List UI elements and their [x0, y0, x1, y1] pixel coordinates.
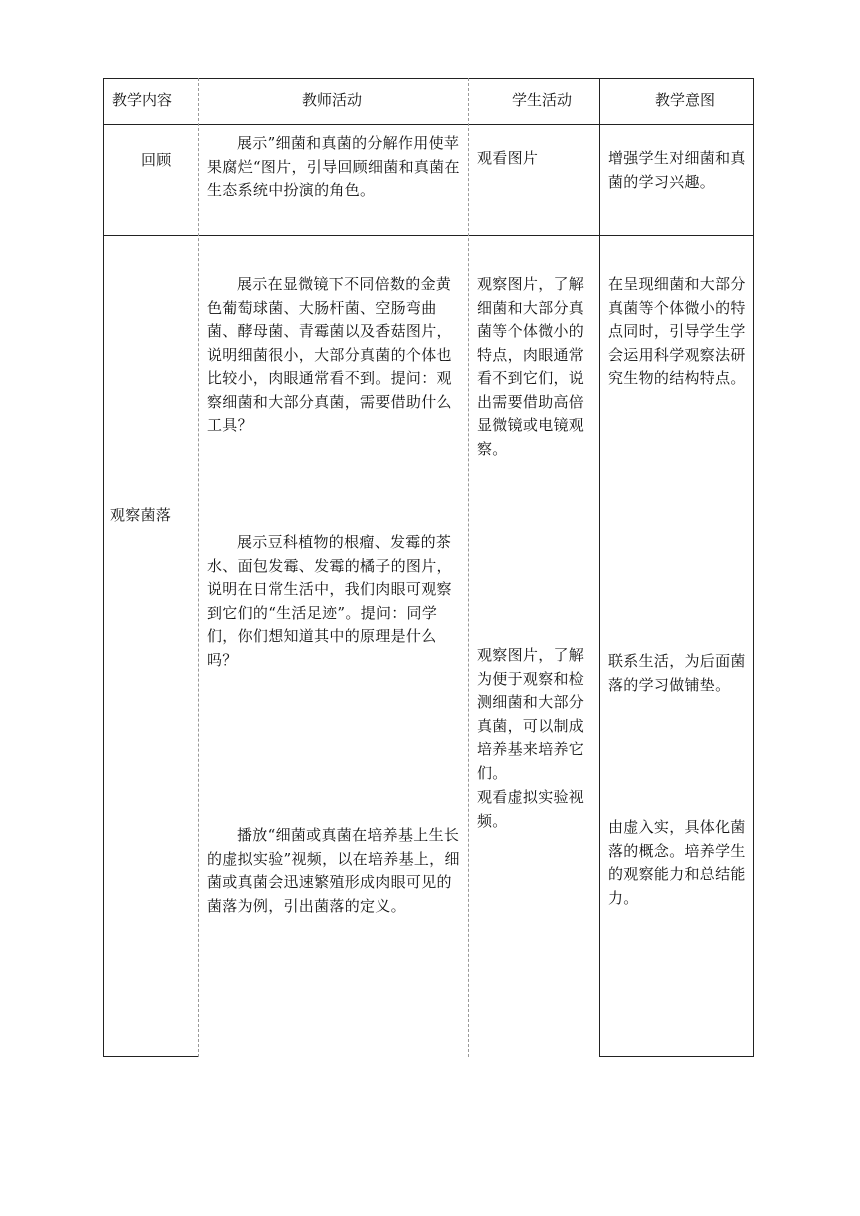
observe-student-1: 观察图片，了解细菌和大部分真菌等个体微小的特点，肉眼通常看不到它们，说出需要借助高倍显微镜或电镜观察。: [477, 275, 585, 458]
observe-intent-2: 联系生活，为后面菌落的学习做铺垫。: [608, 652, 746, 694]
header-bottom-border: [103, 124, 754, 125]
observe-teacher-2: 展示豆科植物的根瘤、发霉的茶水、面包发霉、发霉的橘子的图片，说明在日常生活中，我们肉眼可观察到它们的“生活足迹”。提问：同学们，你们想知道其中的原理是什么吗？: [207, 533, 452, 669]
table-left-border: [103, 78, 104, 1057]
col-divider-1: [198, 78, 199, 1057]
review-bottom-border: [103, 235, 754, 236]
review-intent: 增强学生对细菌和真菌的学习兴趣。: [608, 149, 746, 191]
header-student: 学生活动: [512, 91, 573, 109]
observe-intent-1: 在呈现细菌和大部分真菌等个体微小的特点同时，引导学生学会运用科学观察法研究生物的结构特点。: [608, 275, 746, 387]
review-teacher: 展示”细菌和真菌的分解作用使苹果腐烂“图片，引导回顾细菌和真菌在生态系统中扮演的角色。: [207, 134, 460, 199]
header-teacher: 教师活动: [302, 91, 363, 109]
table-bottom-border-right: [599, 1056, 754, 1057]
col-divider-3: [599, 78, 600, 1057]
observe-teacher-3: 播放“细菌或真菌在培养基上生长的虚拟实验”视频，以在培养基上，细菌或真菌会迅速繁殖形成肉眼可见的菌落为例，引出菌落的定义。: [207, 826, 460, 915]
col-divider-2: [468, 78, 469, 1057]
observe-student-2: 观察图片，了解为便于观察和检测细菌和大部分真菌，可以制成培养基来培养它们。: [477, 646, 585, 782]
observe-content: 观察菌落: [110, 506, 172, 524]
review-content: 回顾: [141, 151, 172, 169]
observe-student-3: 观看虚拟实验视频。: [477, 788, 585, 830]
header-intent: 教学意图: [655, 91, 716, 109]
review-student: 观看图片: [477, 149, 539, 167]
observe-teacher-1: 展示在显微镜下不同倍数的金黄色葡萄球菌、大肠杆菌、空肠弯曲菌、酵母菌、青霉菌以及香菇图片，说明细菌很小，大部分真菌的个体也比较小，肉眼通常看不到。提问：观察细菌和大部分真菌，需要借助什么工具？: [207, 275, 452, 434]
observe-intent-3: 由虚入实，具体化菌落的概念。培养学生的观察能力和总结能力。: [608, 818, 746, 907]
header-content: 教学内容: [112, 91, 173, 109]
table-bottom-border-left: [103, 1056, 199, 1057]
table-top-border: [103, 78, 754, 79]
table-right-border: [753, 78, 754, 1057]
